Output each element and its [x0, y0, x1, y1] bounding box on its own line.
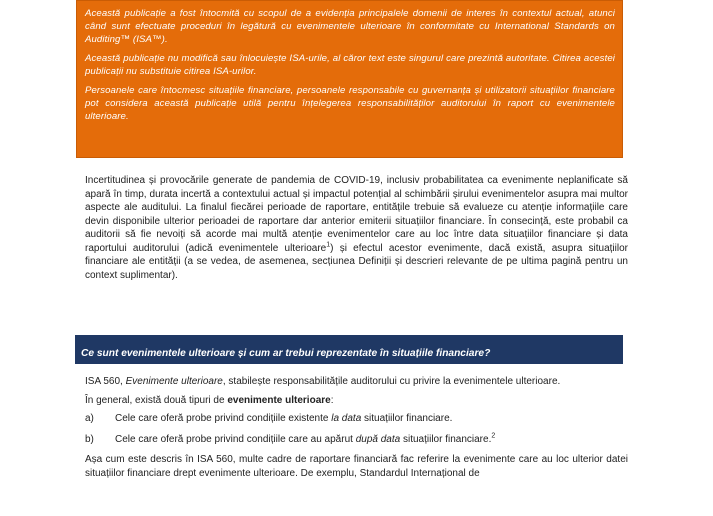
footnote-ref-2[interactable]: 2	[491, 432, 496, 440]
section-paragraph-2	[85, 394, 628, 408]
types-colon: :	[330, 394, 334, 406]
list-text-a-em: la data	[331, 413, 362, 424]
intro-paragraph-2: Această publicație nu modifică sau înlocuiește ISA-urile, al căror text este singurul care prezintă autoritate. Citirea acestei publicații nu substituie citirea ISA-urilor.	[85, 53, 615, 77]
list-text-a	[115, 412, 452, 426]
list-text-b-em: după data	[355, 433, 401, 445]
types-intro: În general, există două tipuri de	[85, 394, 228, 406]
section-paragraph-3: Așa cum este descris în ISA 560, multe cadre de raportare financiară fac referire la evenimente care au loc ulterior datei situațiilor financiare drept evenimente ulterioare. De exemplu, Standardul Internațional de	[85, 454, 628, 479]
types-term: evenimente ulterioare	[227, 394, 331, 406]
list-label-b: b)	[85, 433, 94, 445]
intro-paragraph-3: Persoanele care întocmesc situațiile financiare, persoanele responsabile cu guvernanța și utilizatorii situațiilor financiare pot considera această publicație utilă pentru înțelegerea responsabilităților auditorului în raport cu evenimentele ulterioare.	[85, 85, 615, 122]
list-item-b	[85, 433, 628, 447]
section-content	[85, 375, 628, 485]
intro-paragraph-1: Această publicație a fost întocmită cu scopul de a evidenția principalele domenii de interes în contextul actual, atunci când sunt efectuate proceduri în legătură cu evenimentele ulterioare în conformitate cu International Standards on Auditing™ (ISA™).	[85, 8, 615, 45]
isa-ref-text: ISA 560,	[85, 376, 126, 387]
section-paragraph-1	[85, 375, 628, 389]
list-text-a-tail: situațiilor financiare.	[361, 413, 453, 424]
body-paragraph-1-text-a: Incertitudinea și provocările generate de pandemia de COVID-19, inclusiv probabilitatea ca evenimente neplanificate să apară în timp, durata incertă a contextului actual și impactul potențial al schimbării șirului evenimentelor asupra mai multor aspecte ale auditului. La finalul fiecărei perioade de raportare, entitățile trebuie să evalueze cu atenție informațiile care devin disponibile ulterior perioadei de raportare dar anterior emiterii situațiilor financiare. În consecință, este probabil ca auditorii să fie nevoiți să acorde mai multă atenție evenimentelor care au loc între data situațiilor financiare și data raportului auditorului (adică evenimentele ulterioare	[85, 175, 628, 254]
section-heading: Ce sunt evenimentele ulterioare și cum ar trebui reprezentate în situațiile financiare?	[81, 348, 491, 359]
list-label-a: a)	[85, 413, 94, 424]
intro-callout-box	[76, 0, 623, 158]
list-text-b-tail: situațiilor financiare.	[400, 433, 492, 445]
isa-desc: , stabilește responsabilitățile auditorului cu privire la evenimentele ulterioare.	[222, 376, 561, 387]
body-paragraph-1-text-b: ) și efectul acestor evenimente, dacă există, asupra situațiilor financiare ale entității (a se vedea, de asemenea, secțiunea Definiții și descrieri relevante de pe ultima pagină pentru un context suplimentar).	[85, 242, 628, 281]
list-item-a	[85, 412, 628, 426]
body-paragraph-1	[85, 174, 628, 282]
body-paragraph	[85, 174, 628, 282]
list-text-b-main: Cele care oferă probe privind condițiile care au apărut	[115, 433, 356, 445]
list-text-a-main: Cele care oferă probe privind condițiile existente	[115, 413, 332, 424]
list-text-b	[115, 433, 495, 447]
footnote-ref-1[interactable]: 1	[326, 241, 331, 249]
isa-title: Evenimente ulterioare	[125, 376, 223, 387]
section-heading-bar	[75, 335, 623, 364]
